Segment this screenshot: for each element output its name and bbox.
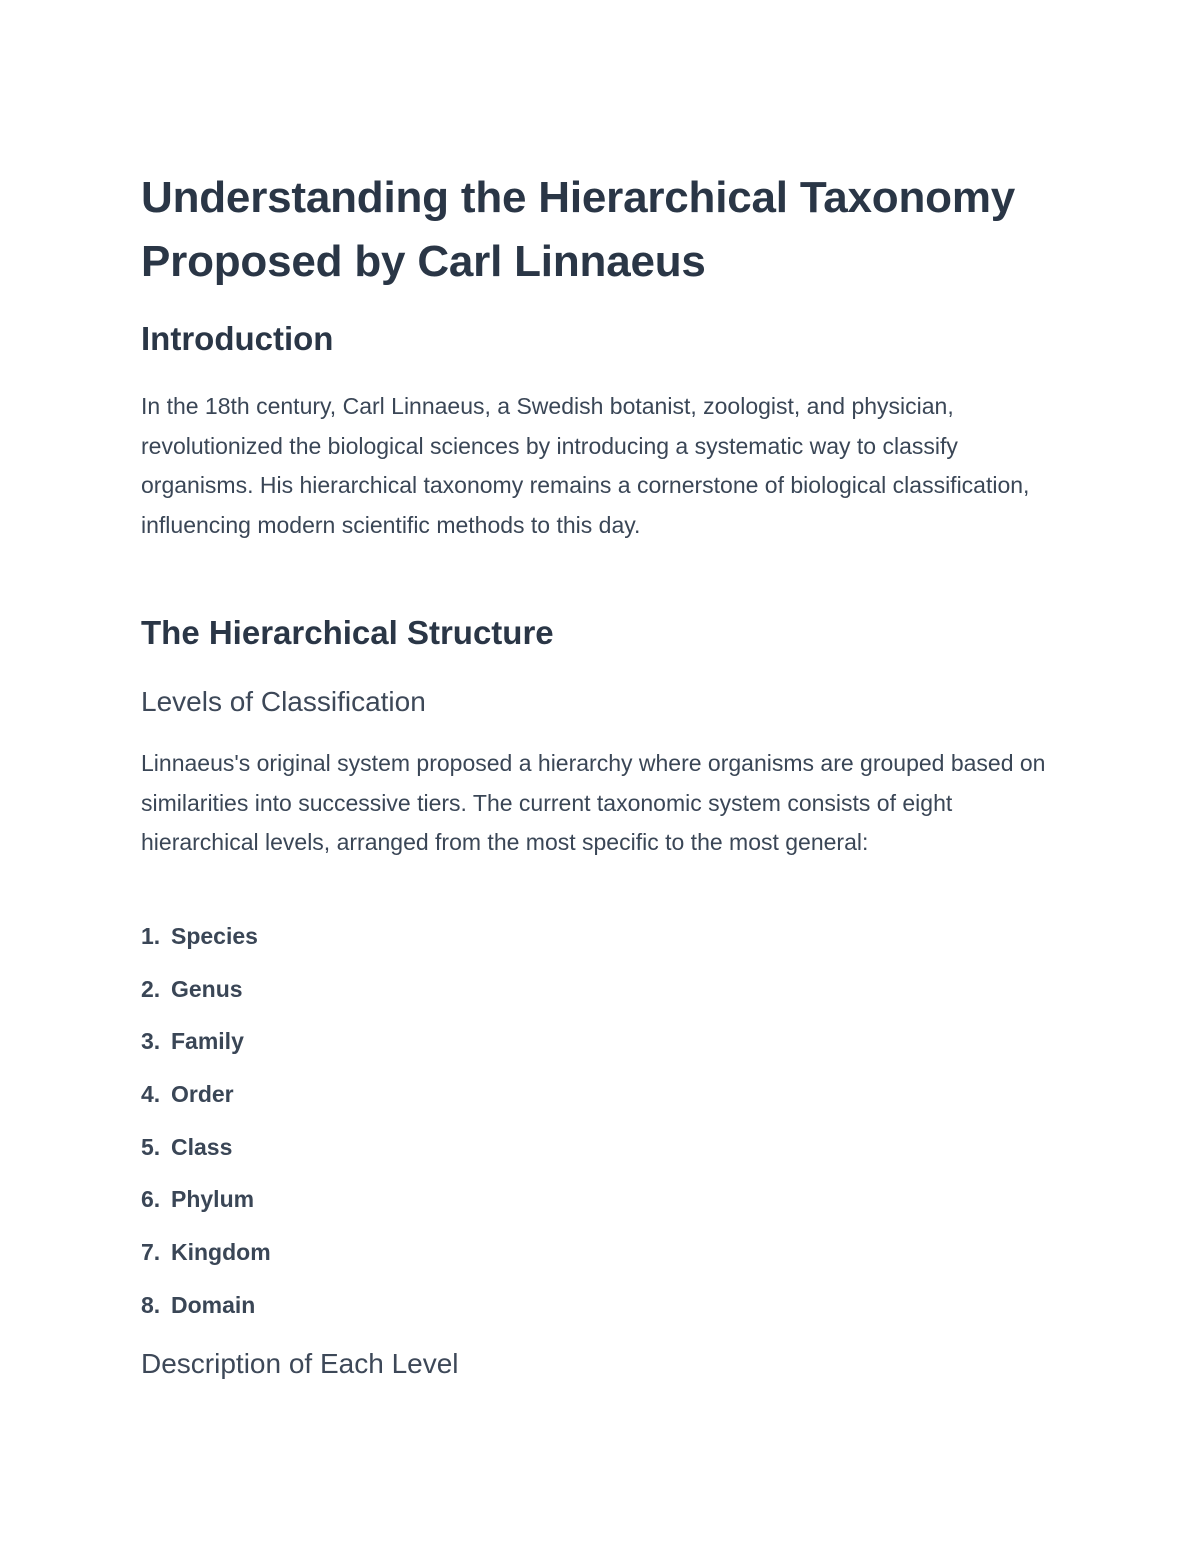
list-item	[141, 916, 271, 969]
document-title: Understanding the Hierarchical Taxonomy Proposed by Carl Linnaeus	[141, 173, 1016, 286]
list-item-number: 5.	[141, 1133, 161, 1160]
list-item-label: Phylum	[171, 1186, 255, 1213]
list-item-label: Species	[171, 923, 258, 949]
list-item-label: Genus	[171, 975, 243, 1002]
list-item	[141, 969, 271, 1022]
introduction-heading: Introduction	[141, 320, 334, 357]
list-item-label: Domain	[171, 1291, 256, 1318]
list-item-label: Order	[171, 1081, 234, 1108]
list-item	[141, 1232, 271, 1285]
list-item	[141, 1179, 271, 1232]
levels-paragraph: Linnaeus's original system proposed a hierarchy where organisms are grouped based on similarities into successive tiers. The current taxonomic system consists of eight hierarchical levels, arranged from the most specific to the most general:	[141, 750, 1046, 855]
list-item	[141, 1285, 271, 1338]
list-item-label: Kingdom	[171, 1239, 271, 1266]
list-item-number: 7.	[141, 1239, 161, 1266]
introduction-paragraph: In the 18th century, Carl Linnaeus, a Swedish botanist, zoologist, and physician, revolutionized the biological sciences by introducing a systematic way to classify organisms. His hierarchical taxonomy remains a cornerstone of biological classification, influencing modern scientific methods to this day.	[141, 393, 1030, 538]
list-item-number: 3.	[141, 1028, 161, 1055]
list-item	[141, 1074, 271, 1127]
list-item-label: Class	[171, 1133, 233, 1160]
classification-levels-list	[141, 916, 271, 1338]
list-item-number: 6.	[141, 1186, 161, 1213]
hierarchical-structure-heading: The Hierarchical Structure	[141, 614, 554, 651]
list-item-label: Family	[171, 1028, 244, 1055]
list-item-number: 8.	[141, 1291, 161, 1318]
list-item-number: 1.	[141, 923, 161, 949]
list-item	[141, 1127, 271, 1180]
list-item	[141, 1021, 271, 1074]
description-of-each-level-heading: Description of Each Level	[141, 1348, 459, 1379]
list-item-number: 4.	[141, 1081, 161, 1108]
list-item-number: 2.	[141, 975, 161, 1002]
levels-of-classification-heading: Levels of Classification	[141, 686, 426, 717]
